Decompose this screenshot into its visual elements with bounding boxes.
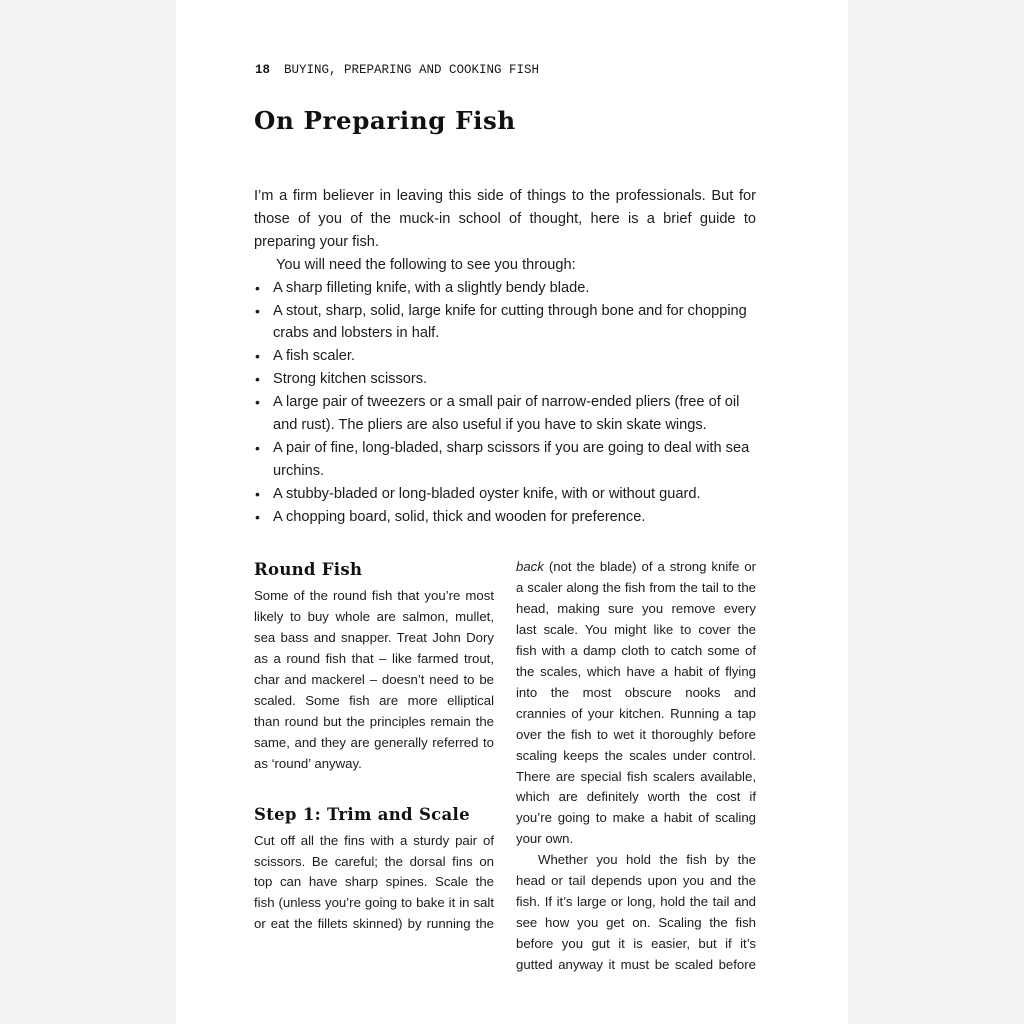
section-heading-round-fish: Round Fish xyxy=(254,560,363,579)
list-item xyxy=(254,391,756,437)
chapter-title: On Preparing Fish xyxy=(254,106,516,135)
running-head xyxy=(255,63,539,77)
intro-section xyxy=(254,185,756,529)
bullet-icon: • xyxy=(255,508,260,525)
list-item xyxy=(254,300,756,346)
continued-text: (not the blade) of a strong knife or a scaler along the fish from the tail to the head, making sure you remove every last scale. You might like to cover the fish with a damp cloth to catch some of the scales, which have a habit of flying into the most obscure nooks and crannies of your kitchen. Running a tap over the fish to wet it thoroughly before scaling keeps the scales under control. There are special fish scalers available, which are definitely worth the cost if you’re going to make a habit of scaling your own. xyxy=(516,559,756,847)
bullet-icon: • xyxy=(255,279,260,296)
intro-lead-in: You will need the following to see you through: xyxy=(276,256,576,273)
bullet-icon: • xyxy=(255,371,260,388)
bullet-icon: • xyxy=(255,348,260,365)
equipment-list xyxy=(254,277,756,529)
list-item xyxy=(254,277,756,300)
step-1-paragraph-continued xyxy=(516,557,756,850)
list-item xyxy=(254,368,756,391)
step-1-paragraph-start: Cut off all the fins with a sturdy pair of scissors. Be careful; the dorsal fins on top can have sharp spines. Scale the fish (unless you’re going to bake it in salt or eat the fillets skinned) by running the xyxy=(254,832,494,932)
list-item-text: A chopping board, solid, thick and wooden for preference. xyxy=(273,508,646,525)
list-item xyxy=(254,506,756,529)
round-fish-paragraph: Some of the round fish that you’re most likely to buy whole are salmon, mullet, sea bass and snapper. Treat John Dory as a round fish that – like farmed trout, char and mackerel – doesn’t need to be scaled. Some fish are more elliptical than round but the principles remain the same, and they are generally referred to as ‘round’ anyway. xyxy=(254,588,494,771)
bullet-icon: • xyxy=(255,485,260,502)
list-item-text: A stout, sharp, solid, large knife for cutting through bone and for chopping crabs and lobsters in half. xyxy=(273,302,747,342)
section-heading-step-1: Step 1: Trim and Scale xyxy=(254,804,470,824)
bullet-icon: • xyxy=(255,302,260,319)
list-item-text: A sharp filleting knife, with a slightly bendy blade. xyxy=(273,279,590,296)
left-column xyxy=(254,557,494,935)
bullet-icon: • xyxy=(255,394,260,411)
list-item-text: A fish scaler. xyxy=(273,348,355,365)
list-item-text: Strong kitchen scissors. xyxy=(273,371,428,388)
intro-paragraph: I’m a firm believer in leaving this side of things to the professionals. But for those of you of the muck-in school of thought, here is a brief guide to preparing your fish. xyxy=(254,188,756,250)
book-page xyxy=(176,0,848,1024)
list-item xyxy=(254,483,756,506)
right-column xyxy=(516,557,756,976)
list-item xyxy=(254,437,756,483)
emphasis-back: back xyxy=(516,559,544,574)
list-item-text: A pair of fine, long-bladed, sharp scissors if you are going to deal with sea urchins. xyxy=(273,439,750,479)
bullet-icon: • xyxy=(255,439,260,456)
list-item-text: A large pair of tweezers or a small pair of narrow-ended pliers (free of oil and rust). The pliers are also useful if you have to skin skate wings. xyxy=(273,394,740,434)
list-item xyxy=(254,345,756,368)
page-number: 18 xyxy=(255,63,271,77)
running-head-title: BUYING, PREPARING AND COOKING FISH xyxy=(284,63,540,77)
step-1-paragraph-2: Whether you hold the fish by the head or tail depends upon you and the fish. If it’s large or long, hold the tail and see how you get on. Scaling the fish before you gut it is easier, but if it’s gutted anyway it must be scaled before xyxy=(516,852,756,973)
list-item-text: A stubby-bladed or long-bladed oyster knife, with or without guard. xyxy=(273,485,701,502)
